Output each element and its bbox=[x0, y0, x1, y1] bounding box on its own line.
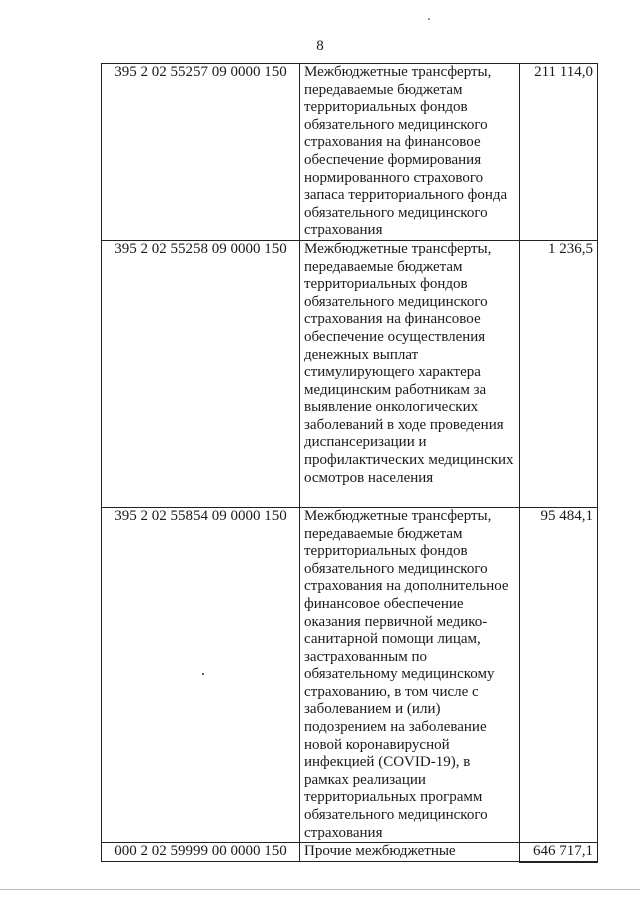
budget-description: Межбюджетные трансферты, передаваемые бюджетам территориальных фондов обязательного медицинского страхования на дополнительное финансовое обеспечение оказания первичной медико-санитарной помощи лицам, застрахованным по обязательному медицинскому страхованию, в том числе с заболеванием и (или) подозрением на заболевание новой коронавирусной инфекцией (COVID-19), в рамках реализации территориальных программ обязательного медицинского страхования bbox=[300, 507, 520, 842]
page-bottom-rule bbox=[0, 889, 640, 890]
budget-amount: 646 717,1 bbox=[520, 843, 598, 862]
budget-description: Межбюджетные трансферты, передаваемые бюджетам территориальных фондов обязательного медицинского страхования на финансовое обеспечение формирования нормированного страхового запаса территориального фонда обязательного медицинского страхования bbox=[300, 64, 520, 241]
budget-description: Межбюджетные трансферты, передаваемые бюджетам территориальных фондов обязательного медицинского страхования на финансовое обеспечение осуществления денежных выплат стимулирующего характера медицинским работникам за выявление онкологических заболеваний в ходе проведения диспансеризации и профилактических медицинских осмотров населения bbox=[300, 240, 520, 507]
budget-code: 395 2 02 55258 09 0000 150 bbox=[102, 240, 300, 507]
budget-table bbox=[101, 63, 598, 863]
scan-mark bbox=[428, 18, 430, 20]
budget-code: 395 2 02 55257 09 0000 150 bbox=[102, 64, 300, 241]
budget-amount: 211 114,0 bbox=[520, 64, 598, 241]
budget-description: Прочие межбюджетные bbox=[300, 843, 520, 862]
budget-code: 395 2 02 55854 09 0000 150 bbox=[102, 507, 300, 842]
scan-speck bbox=[202, 673, 204, 675]
budget-amount: 95 484,1 bbox=[520, 507, 598, 842]
page-number: 8 bbox=[316, 38, 324, 54]
table-row bbox=[102, 843, 598, 862]
table-row bbox=[102, 507, 598, 842]
budget-amount: 1 236,5 bbox=[520, 240, 598, 507]
table-row bbox=[102, 64, 598, 241]
table-row bbox=[102, 240, 598, 507]
budget-code: 000 2 02 59999 00 0000 150 bbox=[102, 843, 300, 862]
